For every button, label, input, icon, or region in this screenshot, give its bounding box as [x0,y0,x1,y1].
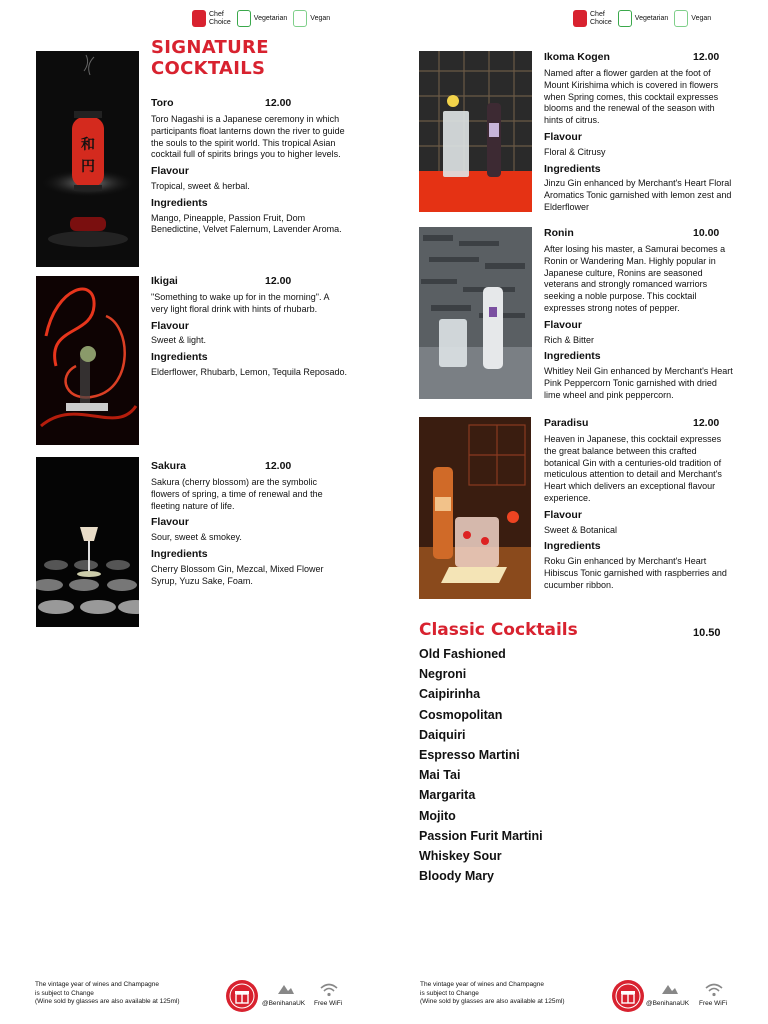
legend-vegetarian: Vegetarian [618,10,668,27]
cocktail-entry-ikigai [151,276,347,379]
ingredients-heading: Ingredients [151,196,208,209]
cocktail-description: Heaven in Japanese, this cocktail expresses the great balance between this crafted botanical Gin with a centuries-old tradition of meticulous attention to detail and Merchant's Heart which delivers an exceptional flavour experience. [544,434,722,503]
cocktail-entry-paradisu [544,418,734,592]
classic-cocktail-item: Mojito [419,808,456,823]
flavour-heading: Flavour [544,130,582,143]
svg-text:和: 和 [81,137,95,153]
gift-icon [226,980,258,1012]
classic-cocktail-item: Negroni [419,667,467,682]
social-handle: @BenihanaUK [646,1000,690,1007]
legend-chef-choice: Chef Choice [573,10,612,27]
chef-choice-icon [192,10,206,27]
flavour-heading: Flavour [544,318,582,331]
classic-cocktail-item: Cosmopolitan [419,707,503,722]
vegetarian-leaf-icon [618,10,632,27]
flavour-heading: Flavour [151,319,189,332]
cocktail-name: Sakura [151,460,187,472]
cocktail-price: 12.00 [693,417,720,429]
cocktail-ingredients: Whitley Neil Gin enhanced by Merchant's Heart Pink Peppercorn Tonic garnished with dried lime wheel and pink peppercorn. [544,366,733,400]
gift-icon [612,980,644,1012]
classic-cocktail-item: Mai Tai [419,768,461,783]
svg-text:円: 円 [81,159,95,175]
cocktail-name: Toro [151,97,174,109]
social-icon [276,982,296,998]
wine-note-right: The vintage year of wines and Champagne is subject to Change (Wine sold by glasses are also available at 125ml) [420,981,565,1005]
vegan-leaf-icon [674,10,688,27]
wine-note-left: The vintage year of wines and Champagne is subject to Change (Wine sold by glasses are also available at 125ml) [35,981,180,1005]
cocktail-flavour: Sweet & light. [151,335,207,346]
cocktail-ingredients: Elderflower, Rhubarb, Lemon, Tequila Reposado. [151,366,347,377]
cocktail-price: 12.00 [265,460,292,472]
cocktail-price: 12.00 [265,97,292,109]
cocktail-description: Sakura (cherry blossom) are the symbolic flowers of spring, a time of renewal and the fleeting nature of life. [151,477,323,511]
cocktail-flavour: Tropical, sweet & herbal. [151,180,250,191]
legend-vegetarian: Vegetarian [237,10,287,27]
cocktail-price: 12.00 [265,275,292,287]
cocktail-entry-ikoma-kogen [544,52,734,214]
classic-cocktails-title: Classic Cocktails [419,620,578,640]
cocktail-entry-sakura [151,461,347,587]
wifi-label: Free WiFi [699,1000,728,1007]
cocktail-ingredients: Cherry Blossom Gin, Mezcal, Mixed Flower Syrup, Yuzu Sake, Foam. [151,563,324,586]
cocktail-flavour: Sweet & Botanical [544,524,618,535]
classic-cocktail-item: Margarita [419,788,476,803]
wifi-label: Free WiFi [314,1000,343,1007]
classic-cocktail-item: Caipirinha [419,687,481,702]
legend-vegan: Vegan [674,10,711,27]
classic-cocktails-list [419,646,543,888]
dietary-legend-right [573,10,711,27]
classic-cocktail-item: Old Fashioned [419,647,506,661]
classic-cocktail-item: Bloody Mary [419,869,495,884]
social-handle: @BenihanaUK [262,1000,306,1007]
social-icon [660,982,680,998]
cocktail-description: Toro Nagashi is a Japanese ceremony in which participants float lanterns down the river to guide the souls to the spirit world. This tropical Asian cocktail full of spirits brings you to higher levels. [151,114,345,160]
classic-cocktail-item: Espresso Martini [419,747,520,762]
classic-cocktail-item: Whiskey Sour [419,848,502,863]
vegetarian-leaf-icon [237,10,251,27]
ronin-cocktail-photo [419,227,532,399]
wifi-icon [704,982,724,998]
dietary-legend-left [192,10,330,27]
classic-cocktails-price: 10.50 [693,627,721,639]
cocktail-description: Named after a flower garden at the foot of Mount Kirishima which is covered in flowers when Spring comes, this cocktail expresses blooms and the renewal of the season with hints of citrus. [544,68,719,126]
toro-cocktail-photo [36,51,139,267]
paradisu-cocktail-photo [419,417,531,599]
cocktail-flavour: Rich & Bitter [544,334,595,345]
cocktail-name: Ikigai [151,275,178,287]
ikigai-cocktail-photo [36,276,139,445]
cocktail-description: "Something to wake up for in the morning". A very light floral drink with hints of rhubarb. [151,292,329,314]
cocktail-ingredients: Jinzu Gin enhanced by Merchant's Heart Floral Aromatics Tonic garnished with lemon zest and Elderflower [544,178,732,212]
flavour-heading: Flavour [151,516,189,529]
cocktail-name: Ronin [544,227,574,239]
cocktail-price: 12.00 [693,51,720,63]
cocktail-ingredients: Roku Gin enhanced by Merchant's Heart Hibiscus Tonic garnished with raspberries and cucumber ribbon. [544,556,727,590]
ingredients-heading: Ingredients [544,540,601,553]
sakura-cocktail-photo [36,457,139,627]
cocktail-name: Ikoma Kogen [544,51,610,63]
cocktail-flavour: Sour, sweet & smokey. [151,532,242,543]
legend-vegan: Vegan [293,10,330,27]
classic-cocktail-item: Passion Furit Martini [419,828,543,843]
ingredients-heading: Ingredients [544,350,601,363]
ingredients-heading: Ingredients [544,162,601,175]
ikoma-kogen-cocktail-photo [419,51,532,212]
chef-choice-icon [573,10,587,27]
cocktail-ingredients: Mango, Pineapple, Passion Fruit, Dom Benedictine, Velvet Falernum, Lavender Aroma. [151,212,342,235]
flavour-heading: Flavour [151,165,189,178]
cocktail-entry-toro [151,98,347,236]
ingredients-heading: Ingredients [151,351,208,364]
cocktail-flavour: Floral & Citrusy [544,146,606,157]
ingredients-heading: Ingredients [151,547,208,560]
cocktail-name: Paradisu [544,417,589,429]
cocktail-description: After losing his master, a Samurai becomes a Ronin or Wandering Man. Highly popular in Japanese culture, Ronins are seasoned veterans and strongly romanced warriors seeking a noble purpose. This cocktail expresses strong notes of pepper. [544,244,726,313]
wifi-icon [319,982,339,998]
vegan-leaf-icon [293,10,307,27]
cocktail-price: 10.00 [693,227,720,239]
cocktail-entry-ronin [544,228,734,402]
flavour-heading: Flavour [544,508,582,521]
legend-chef-choice: Chef Choice [192,10,231,27]
signature-cocktails-title: SIGNATURE COCKTAILS [151,37,269,79]
classic-cocktail-item: Daiquiri [419,727,466,742]
